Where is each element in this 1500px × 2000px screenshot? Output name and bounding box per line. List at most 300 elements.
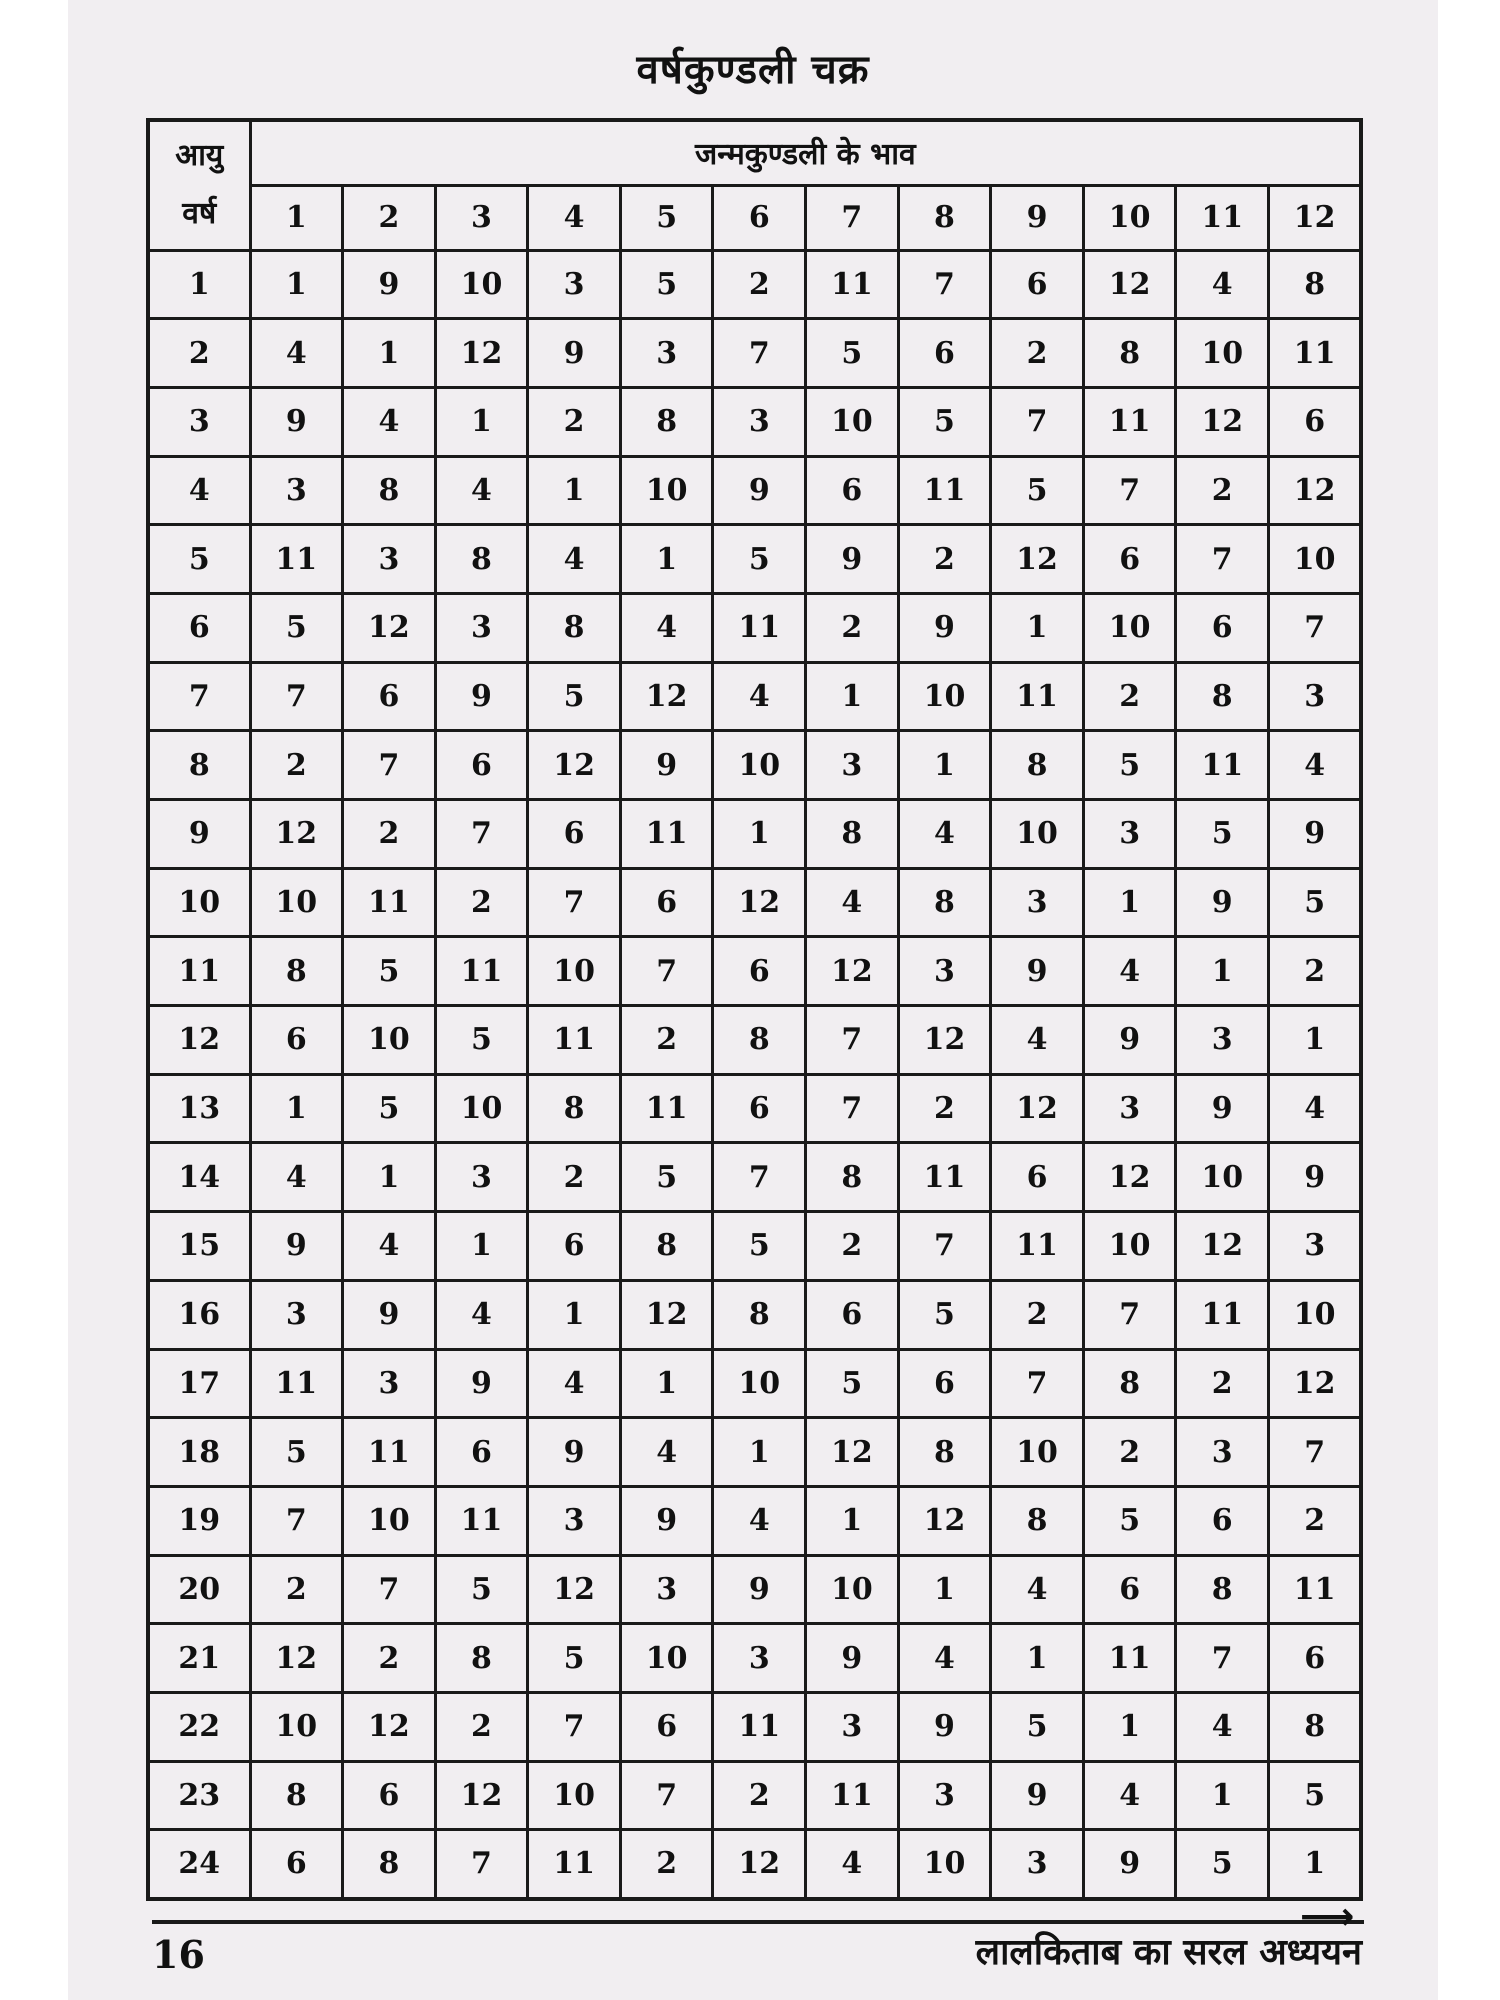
- age-cell: 4: [148, 456, 250, 525]
- house-cell: 5: [620, 250, 713, 319]
- house-cell: 9: [991, 937, 1084, 1006]
- house-cell: 12: [806, 937, 899, 1006]
- house-cell: 1: [806, 662, 899, 731]
- house-cell: 7: [435, 800, 528, 869]
- age-cell: 22: [148, 1692, 250, 1761]
- house-cell: 3: [620, 319, 713, 388]
- house-cell: 10: [991, 800, 1084, 869]
- column-header: 3: [435, 185, 528, 250]
- house-cell: 4: [713, 662, 806, 731]
- house-cell: 9: [250, 1212, 343, 1281]
- house-cell: 12: [1176, 387, 1269, 456]
- house-cell: 10: [991, 1418, 1084, 1487]
- house-cell: 5: [1269, 868, 1362, 937]
- house-cell: 2: [435, 1692, 528, 1761]
- house-cell: 2: [343, 1624, 436, 1693]
- house-cell: 9: [343, 250, 436, 319]
- column-header: 4: [528, 185, 621, 250]
- age-cell: 5: [148, 525, 250, 594]
- house-cell: 10: [343, 1486, 436, 1555]
- table-row: [148, 1761, 1361, 1830]
- house-cell: 3: [620, 1555, 713, 1624]
- column-header: 8: [898, 185, 991, 250]
- house-cell: 8: [898, 1418, 991, 1487]
- house-cell: 4: [806, 1830, 899, 1899]
- house-cell: 8: [528, 1074, 621, 1143]
- table-row: [148, 1074, 1361, 1143]
- house-cell: 2: [435, 868, 528, 937]
- house-cell: 4: [528, 525, 621, 594]
- house-cell: 5: [343, 937, 436, 1006]
- house-cell: 2: [1176, 1349, 1269, 1418]
- table-row: [148, 1006, 1361, 1075]
- house-cell: 9: [898, 593, 991, 662]
- house-cell: 4: [1083, 937, 1176, 1006]
- table-row: [148, 1830, 1361, 1899]
- column-header: 12: [1269, 185, 1362, 250]
- house-cell: 4: [528, 1349, 621, 1418]
- age-cell: 11: [148, 937, 250, 1006]
- house-cell: 4: [250, 1143, 343, 1212]
- footer-rule: [152, 1920, 1364, 1924]
- house-cell: 9: [1083, 1830, 1176, 1899]
- house-cell: 2: [806, 593, 899, 662]
- house-cell: 1: [898, 731, 991, 800]
- table-row: [148, 937, 1361, 1006]
- house-cell: 12: [991, 1074, 1084, 1143]
- house-cell: 7: [1083, 456, 1176, 525]
- house-cell: 7: [713, 1143, 806, 1212]
- house-cell: 10: [1269, 525, 1362, 594]
- table-header-row-1: [148, 120, 1361, 185]
- age-cell: 1: [148, 250, 250, 319]
- table-row: [148, 1349, 1361, 1418]
- house-cell: 8: [1269, 1692, 1362, 1761]
- house-cell: 2: [991, 1280, 1084, 1349]
- house-cell: 6: [898, 319, 991, 388]
- house-cell: 10: [713, 731, 806, 800]
- house-cell: 8: [991, 1486, 1084, 1555]
- house-cell: 4: [713, 1486, 806, 1555]
- house-cell: 7: [343, 1555, 436, 1624]
- house-cell: 8: [250, 937, 343, 1006]
- book-title: लालकिताब का सरल अध्ययन: [975, 1931, 1362, 1973]
- house-cell: 3: [1083, 800, 1176, 869]
- house-cell: 3: [1269, 1212, 1362, 1281]
- house-cell: 3: [898, 937, 991, 1006]
- house-cell: 6: [713, 1074, 806, 1143]
- house-cell: 9: [528, 1418, 621, 1487]
- house-cell: 4: [991, 1006, 1084, 1075]
- house-cell: 6: [806, 456, 899, 525]
- house-cell: 7: [528, 868, 621, 937]
- house-cell: 3: [991, 868, 1084, 937]
- house-cell: 2: [1269, 1486, 1362, 1555]
- house-cell: 8: [620, 1212, 713, 1281]
- house-cell: 6: [528, 1212, 621, 1281]
- house-cell: 9: [435, 662, 528, 731]
- house-cell: 10: [1176, 319, 1269, 388]
- age-cell: 7: [148, 662, 250, 731]
- house-cell: 3: [1176, 1418, 1269, 1487]
- house-cell: 7: [806, 1006, 899, 1075]
- house-cell: 2: [528, 1143, 621, 1212]
- house-cell: 8: [1083, 1349, 1176, 1418]
- age-year-header: [148, 120, 250, 250]
- house-cell: 6: [991, 250, 1084, 319]
- house-cell: 6: [620, 868, 713, 937]
- page-title: वर्षकुण्डली चक्र: [636, 46, 870, 93]
- house-cell: 9: [991, 1761, 1084, 1830]
- table-row: [148, 1280, 1361, 1349]
- house-cell: 6: [713, 937, 806, 1006]
- house-cell: 3: [528, 1486, 621, 1555]
- house-cell: 7: [250, 1486, 343, 1555]
- house-cell: 3: [435, 593, 528, 662]
- house-cell: 12: [435, 319, 528, 388]
- table-row: [148, 1624, 1361, 1693]
- house-cell: 11: [991, 1212, 1084, 1281]
- age-cell: 14: [148, 1143, 250, 1212]
- house-cell: 9: [1176, 868, 1269, 937]
- house-cell: 3: [343, 1349, 436, 1418]
- house-cell: 3: [713, 387, 806, 456]
- house-cell: 8: [991, 731, 1084, 800]
- house-cell: 2: [620, 1830, 713, 1899]
- house-cell: 1: [806, 1486, 899, 1555]
- house-cell: 6: [1269, 1624, 1362, 1693]
- house-cell: 8: [1083, 319, 1176, 388]
- house-cell: 11: [250, 1349, 343, 1418]
- house-cell: 6: [1083, 525, 1176, 594]
- house-cell: 2: [898, 1074, 991, 1143]
- house-cell: 5: [806, 1349, 899, 1418]
- house-cell: 1: [1083, 1692, 1176, 1761]
- arrow-right-icon: ⟶: [1300, 1894, 1355, 1938]
- house-cell: 11: [713, 593, 806, 662]
- age-cell: 23: [148, 1761, 250, 1830]
- house-cell: 4: [898, 1624, 991, 1693]
- house-cell: 4: [898, 800, 991, 869]
- house-cell: 1: [898, 1555, 991, 1624]
- house-cell: 9: [713, 1555, 806, 1624]
- table-row: [148, 1486, 1361, 1555]
- table-row: [148, 1143, 1361, 1212]
- house-cell: 2: [1083, 1418, 1176, 1487]
- varshkundali-table: [146, 118, 1363, 1901]
- house-cell: 6: [343, 1761, 436, 1830]
- table-row: [148, 1692, 1361, 1761]
- house-cell: 8: [343, 1830, 436, 1899]
- house-cell: 11: [1083, 1624, 1176, 1693]
- house-cell: 12: [528, 731, 621, 800]
- house-cell: 1: [713, 1418, 806, 1487]
- house-cell: 12: [898, 1006, 991, 1075]
- house-cell: 8: [713, 1006, 806, 1075]
- house-cell: 5: [806, 319, 899, 388]
- house-cell: 5: [1083, 731, 1176, 800]
- house-cell: 12: [343, 593, 436, 662]
- age-cell: 21: [148, 1624, 250, 1693]
- table-row: [148, 250, 1361, 319]
- house-cell: 11: [1269, 319, 1362, 388]
- house-cell: 10: [806, 1555, 899, 1624]
- column-header: 5: [620, 185, 713, 250]
- house-cell: 11: [1083, 387, 1176, 456]
- house-cell: 12: [991, 525, 1084, 594]
- column-header: 7: [806, 185, 899, 250]
- age-cell: 2: [148, 319, 250, 388]
- house-cell: 12: [713, 1830, 806, 1899]
- house-cell: 5: [528, 1624, 621, 1693]
- house-cell: 9: [250, 387, 343, 456]
- house-cell: 11: [1176, 1280, 1269, 1349]
- house-cell: 1: [620, 1349, 713, 1418]
- house-cell: 3: [343, 525, 436, 594]
- house-cell: 1: [343, 1143, 436, 1212]
- house-cell: 8: [620, 387, 713, 456]
- house-cell: 11: [991, 662, 1084, 731]
- house-cell: 9: [713, 456, 806, 525]
- house-cell: 2: [343, 800, 436, 869]
- house-cell: 7: [991, 387, 1084, 456]
- house-cell: 9: [1269, 1143, 1362, 1212]
- house-cell: 7: [343, 731, 436, 800]
- house-cell: 5: [713, 525, 806, 594]
- house-cell: 2: [620, 1006, 713, 1075]
- house-cell: 11: [528, 1006, 621, 1075]
- house-cell: 7: [1269, 593, 1362, 662]
- table-row: [148, 868, 1361, 937]
- house-cell: 11: [435, 937, 528, 1006]
- house-cell: 9: [1176, 1074, 1269, 1143]
- house-cell: 12: [620, 662, 713, 731]
- house-cell: 5: [898, 387, 991, 456]
- table-row: [148, 593, 1361, 662]
- age-cell: 19: [148, 1486, 250, 1555]
- house-cell: 10: [1269, 1280, 1362, 1349]
- house-cell: 7: [620, 1761, 713, 1830]
- age-cell: 15: [148, 1212, 250, 1281]
- house-cell: 4: [991, 1555, 1084, 1624]
- house-cell: 5: [435, 1006, 528, 1075]
- house-cell: 11: [250, 525, 343, 594]
- house-cell: 1: [250, 1074, 343, 1143]
- house-cell: 10: [343, 1006, 436, 1075]
- house-cell: 11: [713, 1692, 806, 1761]
- house-cell: 4: [1083, 1761, 1176, 1830]
- age-cell: 10: [148, 868, 250, 937]
- house-cell: 9: [620, 1486, 713, 1555]
- house-cell: 11: [806, 250, 899, 319]
- house-cell: 5: [250, 1418, 343, 1487]
- house-cell: 1: [1083, 868, 1176, 937]
- house-cell: 4: [806, 868, 899, 937]
- house-cell: 6: [1269, 387, 1362, 456]
- house-cell: 6: [991, 1143, 1084, 1212]
- house-cell: 9: [806, 525, 899, 594]
- column-header: 11: [1176, 185, 1269, 250]
- house-cell: 12: [713, 868, 806, 937]
- house-cell: 2: [250, 1555, 343, 1624]
- house-cell: 10: [528, 937, 621, 1006]
- table-row: [148, 1212, 1361, 1281]
- house-cell: 6: [343, 662, 436, 731]
- house-cell: 10: [1083, 1212, 1176, 1281]
- house-cell: 4: [620, 593, 713, 662]
- column-header: 6: [713, 185, 806, 250]
- table-header-row-2: [148, 185, 1361, 250]
- house-cell: 7: [1269, 1418, 1362, 1487]
- house-cell: 7: [898, 1212, 991, 1281]
- house-cell: 4: [1269, 1074, 1362, 1143]
- house-cell: 7: [713, 319, 806, 388]
- house-cell: 9: [435, 1349, 528, 1418]
- house-cell: 12: [1083, 1143, 1176, 1212]
- house-cell: 9: [528, 319, 621, 388]
- house-cell: 12: [806, 1418, 899, 1487]
- house-cell: 12: [435, 1761, 528, 1830]
- age-cell: 16: [148, 1280, 250, 1349]
- house-cell: 1: [1269, 1830, 1362, 1899]
- house-cell: 2: [713, 250, 806, 319]
- house-cell: 4: [435, 456, 528, 525]
- house-cell: 11: [343, 1418, 436, 1487]
- house-cell: 12: [250, 1624, 343, 1693]
- house-cell: 2: [1176, 456, 1269, 525]
- house-cell: 3: [1176, 1006, 1269, 1075]
- table-row: [148, 1555, 1361, 1624]
- age-cell: 20: [148, 1555, 250, 1624]
- house-cell: 7: [806, 1074, 899, 1143]
- house-cell: 7: [1176, 1624, 1269, 1693]
- house-cell: 5: [435, 1555, 528, 1624]
- house-cell: 8: [806, 1143, 899, 1212]
- house-cell: 6: [898, 1349, 991, 1418]
- house-cell: 12: [620, 1280, 713, 1349]
- house-cell: 2: [528, 387, 621, 456]
- house-cell: 10: [713, 1349, 806, 1418]
- house-cell: 6: [1176, 1486, 1269, 1555]
- table-row: [148, 800, 1361, 869]
- table-row: [148, 731, 1361, 800]
- house-cell: 5: [1176, 800, 1269, 869]
- house-cell: 10: [620, 1624, 713, 1693]
- house-cell: 10: [250, 868, 343, 937]
- age-cell: 6: [148, 593, 250, 662]
- house-cell: 10: [1083, 593, 1176, 662]
- house-cell: 11: [806, 1761, 899, 1830]
- house-cell: 7: [991, 1349, 1084, 1418]
- house-cell: 9: [620, 731, 713, 800]
- age-cell: 3: [148, 387, 250, 456]
- house-cell: 5: [528, 662, 621, 731]
- table-row: [148, 319, 1361, 388]
- house-cell: 1: [991, 1624, 1084, 1693]
- house-cell: 12: [343, 1692, 436, 1761]
- house-cell: 1: [435, 387, 528, 456]
- house-cell: 5: [898, 1280, 991, 1349]
- age-cell: 9: [148, 800, 250, 869]
- house-cell: 6: [1176, 593, 1269, 662]
- house-cell: 3: [806, 1692, 899, 1761]
- house-cell: 5: [991, 1692, 1084, 1761]
- house-cell: 1: [1176, 937, 1269, 1006]
- house-cell: 1: [713, 800, 806, 869]
- house-cell: 2: [1269, 937, 1362, 1006]
- house-cell: 12: [250, 800, 343, 869]
- column-header: 1: [250, 185, 343, 250]
- table-row: [148, 1418, 1361, 1487]
- house-cell: 3: [250, 456, 343, 525]
- house-cell: 10: [620, 456, 713, 525]
- house-cell: 2: [991, 319, 1084, 388]
- year-label: वर्ष: [182, 196, 217, 232]
- house-cell: 8: [898, 868, 991, 937]
- house-cell: 7: [250, 662, 343, 731]
- house-cell: 3: [898, 1761, 991, 1830]
- house-cell: 4: [343, 1212, 436, 1281]
- house-cell: 9: [1083, 1006, 1176, 1075]
- house-cell: 5: [1176, 1830, 1269, 1899]
- house-cell: 10: [435, 250, 528, 319]
- house-cell: 7: [528, 1692, 621, 1761]
- house-cell: 5: [343, 1074, 436, 1143]
- age-label: आयु: [175, 138, 224, 174]
- house-cell: 9: [898, 1692, 991, 1761]
- house-cell: 2: [1083, 662, 1176, 731]
- house-cell: 1: [435, 1212, 528, 1281]
- house-cell: 2: [806, 1212, 899, 1281]
- house-cell: 12: [1176, 1212, 1269, 1281]
- house-cell: 2: [713, 1761, 806, 1830]
- house-cell: 1: [343, 319, 436, 388]
- house-cell: 4: [250, 319, 343, 388]
- house-cell: 10: [898, 662, 991, 731]
- house-cell: 12: [898, 1486, 991, 1555]
- table-row: [148, 662, 1361, 731]
- table-row: [148, 387, 1361, 456]
- house-cell: 5: [1083, 1486, 1176, 1555]
- house-cell: 10: [250, 1692, 343, 1761]
- house-cell: 11: [898, 1143, 991, 1212]
- house-cell: 7: [435, 1830, 528, 1899]
- age-cell: 17: [148, 1349, 250, 1418]
- table-row: [148, 456, 1361, 525]
- house-cell: 10: [1176, 1143, 1269, 1212]
- house-cell: 4: [1176, 1692, 1269, 1761]
- age-cell: 18: [148, 1418, 250, 1487]
- column-header: 10: [1083, 185, 1176, 250]
- house-cell: 4: [1176, 250, 1269, 319]
- house-cell: 6: [250, 1006, 343, 1075]
- house-cell: 5: [991, 456, 1084, 525]
- house-cell: 6: [1083, 1555, 1176, 1624]
- house-cell: 7: [1176, 525, 1269, 594]
- house-cell: 11: [1269, 1555, 1362, 1624]
- house-cell: 8: [435, 525, 528, 594]
- house-cell: 8: [250, 1761, 343, 1830]
- house-cell: 8: [1176, 1555, 1269, 1624]
- house-cell: 12: [1269, 456, 1362, 525]
- house-cell: 8: [1269, 250, 1362, 319]
- age-cell: 13: [148, 1074, 250, 1143]
- house-cell: 3: [1083, 1074, 1176, 1143]
- house-cell: 6: [806, 1280, 899, 1349]
- house-cell: 8: [343, 456, 436, 525]
- house-cell: 6: [435, 731, 528, 800]
- house-cell: 11: [898, 456, 991, 525]
